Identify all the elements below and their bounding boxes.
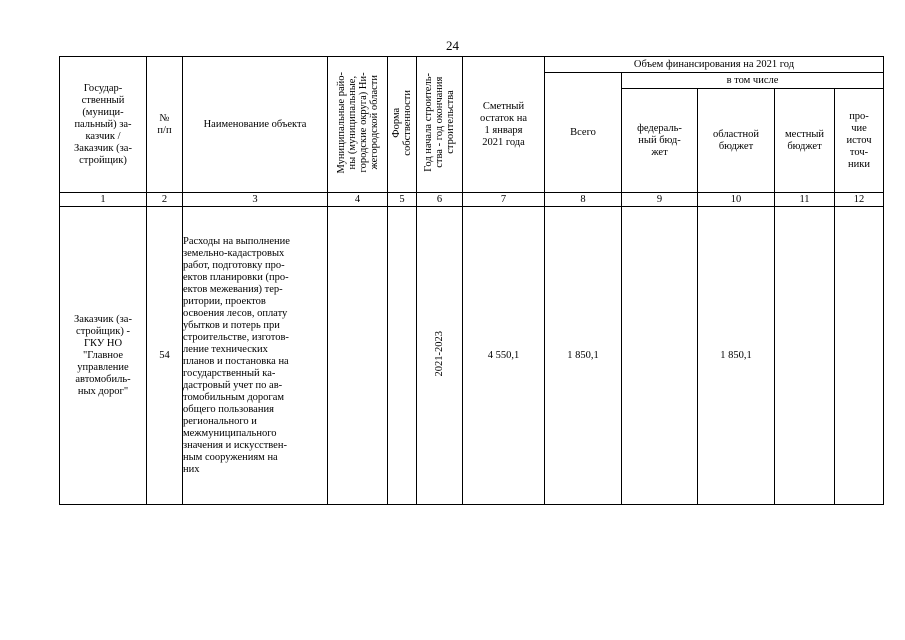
header-number: № п/п — [147, 57, 183, 193]
header-total: Всего — [545, 73, 622, 193]
header-object-name: Наименование объекта — [183, 57, 328, 193]
header-other-sources: про- чие источ точ- ники — [835, 89, 884, 193]
table-row — [60, 207, 884, 505]
header-estimated-balance: Сметный остаток на 1 января 2021 года — [463, 57, 545, 193]
header-customer: Государ- ственный (муници- пальный) за- казчик / Заказчик (за- стройщик) — [60, 57, 147, 193]
header-including: в том числе — [622, 73, 884, 89]
column-number: 4 — [328, 193, 388, 207]
page-number: 24 — [446, 38, 459, 53]
header-local-budget: местный бюджет — [775, 89, 835, 193]
row-estimated-balance: 4 550,1 — [463, 207, 545, 505]
row-customer: Заказчик (за- стройщик) - ГКУ НО "Главное управление автомобиль- ных дорог" — [60, 207, 147, 505]
row-ownership-form — [388, 207, 417, 505]
row-regional-budget: 1 850,1 — [698, 207, 775, 505]
row-total: 1 850,1 — [545, 207, 622, 505]
column-number: 9 — [622, 193, 698, 207]
row-local-budget — [775, 207, 835, 505]
column-number: 7 — [463, 193, 545, 207]
row-construction-years: 2021-2023 — [417, 207, 463, 505]
row-other-sources — [835, 207, 884, 505]
header-municipal-districts: Муниципальные райо- ны (муниципальные, городские округа) Ни- жегородской области — [328, 57, 388, 193]
row-object-name: Расходы на выполнение земельно-кадастровых работ, подготовку про- ектов планировки (про- ектов межевания) тер- ритории, проектов освоения лесов, оплату убытков и потерь при строительстве, изготов- ление технических планов и постановка на государственный ка- дастровый учет по ав- томобильным дорогам общего пользования регионального и межмуниципального значения и искусствен- ным сооружениям на них — [183, 207, 328, 505]
column-number: 5 — [388, 193, 417, 207]
column-number: 12 — [835, 193, 884, 207]
financing-table — [59, 56, 884, 505]
column-number: 8 — [545, 193, 622, 207]
row-municipal-districts — [328, 207, 388, 505]
header-federal-budget: федераль- ный бюд- жет — [622, 89, 698, 193]
header-construction-years: Год начала строитель- ства - год окончания строительства — [417, 57, 463, 193]
header-funding-volume: Объем финансирования на 2021 год — [545, 57, 884, 73]
column-number: 3 — [183, 193, 328, 207]
row-number: 54 — [147, 207, 183, 505]
header-regional-budget: областной бюджет — [698, 89, 775, 193]
header-ownership-form: Форма собственности — [388, 57, 417, 193]
column-number: 6 — [417, 193, 463, 207]
column-number: 2 — [147, 193, 183, 207]
column-number: 10 — [698, 193, 775, 207]
row-federal-budget — [622, 207, 698, 505]
column-number: 11 — [775, 193, 835, 207]
column-number: 1 — [60, 193, 147, 207]
